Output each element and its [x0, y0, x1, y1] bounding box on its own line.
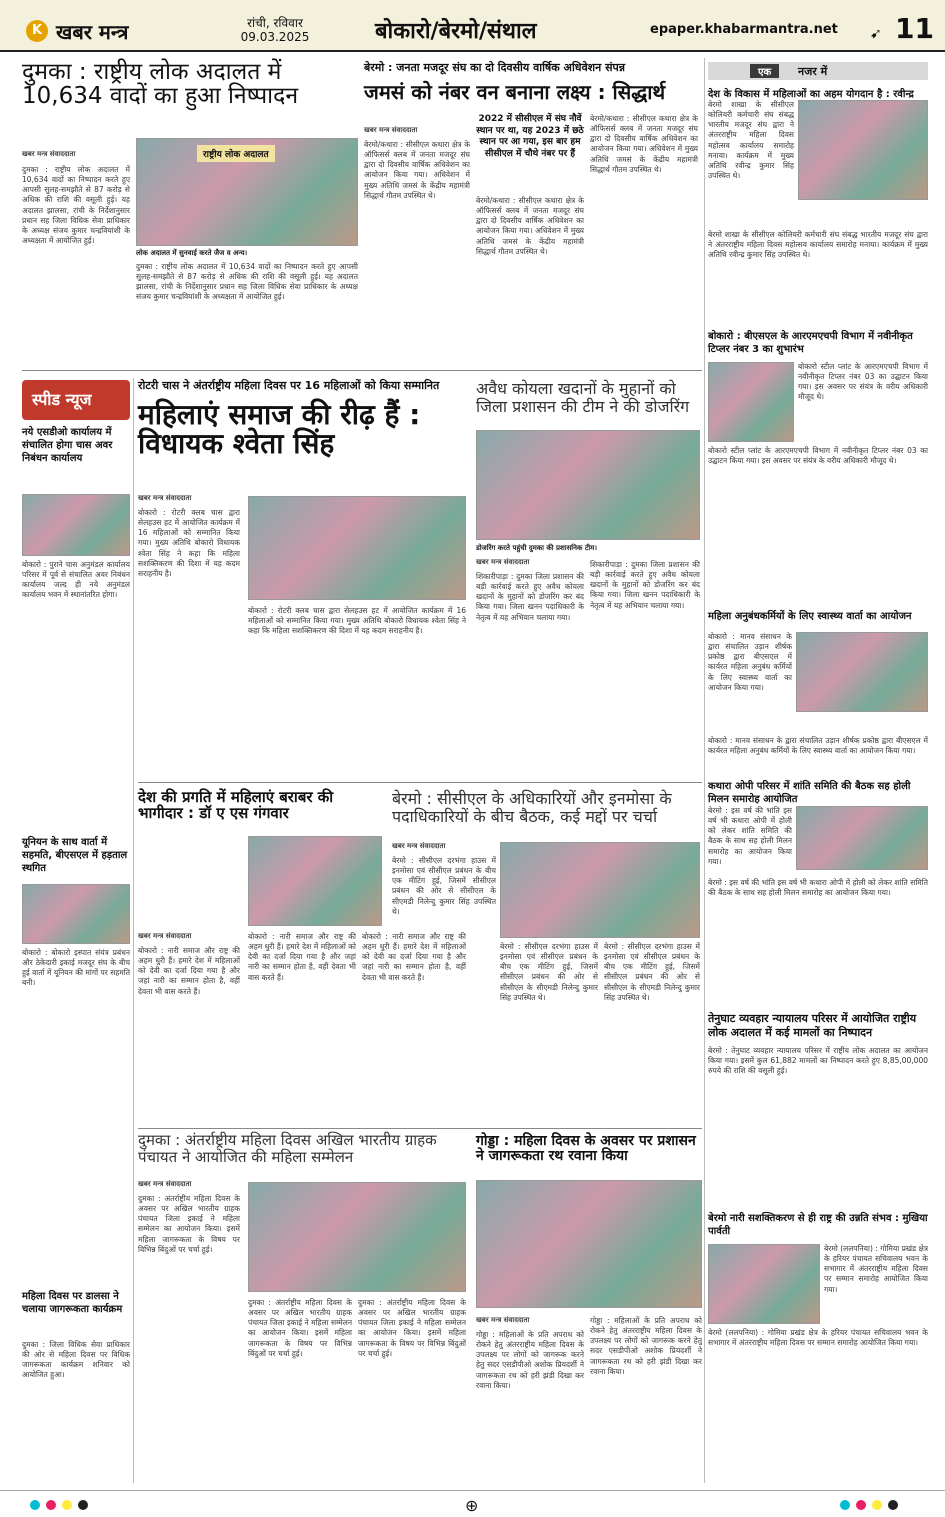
dumka-lok-adalat-headline: दुमका : राष्ट्रीय लोक अदालत में 10,634 वादों का हुआ निष्पादन [22, 59, 299, 110]
brand-name: खबर मन्त्र [56, 20, 129, 44]
tirpal-body-2: बोकारो स्टील प्लांट के आरएमएचपी विभाग में नवीनीकृत टिप्लर नंबर 03 का उद्घाटन किया गया। इस अवसर पर संयंत्र के वरीय अधिकारी मौजूद थे। [708, 446, 928, 466]
consumer-panchayat-body-3: दुमका : अंतर्राष्ट्रीय महिला दिवस के अवसर पर अखिल भारतीय ग्राहक पंचायत जिला इकाई ने महिला सम्मेलन का आयोजन किया। इसमें महिला जागरूकता के विषय पर विभिन्न बिंदुओं पर चर्चा हुई। [358, 1298, 466, 1358]
health-talk-body: बोकारो : मानव संसाधन के द्वारा संचालित उड़ान शीर्षक प्रकोष्ठ द्वारा बीएसएल में कार्यरत महिला अनुबंध कर्मियों के लिए स्वास्थ्य वार्ता का आयोजन किया गया। [708, 632, 792, 692]
rotary-body: बोकारो : रोटरी क्लब चास द्वारा सेलहउस हट में आयोजित कार्यक्रम में 16 महिलाओं को सम्मानित किया गया। मुख्य अतिथि बोकारो विधायक श्वेता सिंह ने कहा कि महिला सशक्तिकरण की दिशा में यह कदम सराहनीय है। [138, 508, 240, 578]
ek-nazar-body-2: बेरमो शाखा के सीसीएल कोलियरी कर्मचारी संघ संबद्ध भारतीय मजदूर संघ द्वारा ने अंतरराष्ट्रीय महिला दिवस महोत्सव कार्यालय समारोह मनाया। कार्यक्रम में मुख्य अतिथि रवीन्द्र कुमार सिंह उपस्थित थे। [708, 230, 928, 260]
consumer-panchayat-photo [248, 1182, 466, 1292]
section-divider [138, 1128, 702, 1129]
ek-nazar-headline: देश के विकास में महिलाओं का अहम योगदान है : रवीन्द्र [708, 89, 914, 100]
brand-logo-icon: K [26, 20, 48, 42]
illegal-mines-headline: अवैध कोयला खदानों के मुहानों को जिला प्रशासन की टीम ने की डोजरिंग [476, 379, 690, 417]
section-divider [138, 782, 702, 783]
gangwar-body-2: बोकारो : नारी समाज और राष्ट्र की अहम धुरी हैं। हमारे देश में महिलाओं को देवी का दर्जा दिया गया है और जहां नारी का सम्मान होता है, वहीं देवता भी वास करते हैं। [248, 932, 356, 982]
rotary-body-2: बोकारो : रोटरी क्लब चास द्वारा सेलहउस हट में आयोजित कार्यक्रम में 16 महिलाओं को सम्मानित किया गया। मुख्य अतिथि बोकारो विधायक श्वेता सिंह ने कहा कि महिला सशक्तिकरण की दिशा में यह कदम सराहनीय है। [248, 606, 466, 636]
illegal-mines-body-2: शिकारीपाड़ा : दुमका जिला प्रशासन की बड़ी कार्रवाई करते हुए अवैध कोयला खदानों के मुहानों को डोजरिंग कर बंद किया गया। जिला खनन पदाधिकारी के नेतृत्व में यह अभियान चलाया गया। [590, 560, 700, 610]
illegal-mines-photo [476, 430, 700, 540]
dumka-lok-adalat-body-cont: दुमका : राष्ट्रीय लोक अदालत में 10,634 वादों का निष्पादन करते हुए आपसी सुलह-समझौते से 87 करोड़ से अधिक की राशि की वसूली हुई। यह अदालत झालसा, रांची के निर्देशानुसार प्रधान सह जिला विधिक सेवा प्राधिकार के अध्यक्ष संजय कुमार चन्द्रवियांशी के अध्यक्षता में आयोजित हुई। [136, 262, 358, 302]
cursor-icon: ➹ [870, 26, 882, 42]
gangwar-body: बोकारो : नारी समाज और राष्ट्र की अहम धुरी हैं। हमारे देश में महिलाओं को देवी का दर्जा दिया गया है और जहां नारी का सम्मान होता है, वहीं देवता भी वास करते हैं। [138, 946, 240, 996]
ccl-inmosa-byline: खबर मन्त्र संवाददाता [392, 842, 446, 850]
dateline-place: रांची, रविवार [247, 16, 303, 30]
section-divider [22, 370, 702, 371]
speed-news-item1-body: बोकारो : पुराने चास अनुमंडल कार्यालय परिसर में पूर्व से संचालित अवर निबंधन कार्यालय जल्द ही नये अनुमंडल कार्यालय भवन में स्थानांतरित होगा। [22, 560, 130, 600]
registration-dot [62, 1500, 72, 1510]
gangwar-photo [248, 836, 382, 926]
tirpal-photo [708, 362, 794, 442]
tenughat-body: बेरमो : तेनुघाट व्यवहार न्यायालय परिसर में राष्ट्रीय लोक अदालत का आयोजन किया गया। इसमें कुल 61,882 मामलों का निष्पादन करते हुए 8,85,00,000 रुपये की राशि की वसूली हुई। [708, 1046, 928, 1076]
rotary-kicker: रोटरी चास ने अंतर्राष्ट्रीय महिला दिवस पर 16 महिलाओं को किया सम्मानित [138, 379, 440, 392]
page-header [0, 0, 945, 52]
speed-news-item2-photo [22, 884, 130, 944]
tenughat-headline: तेनुघाट व्यवहार न्यायालय परिसर में आयोजित राष्ट्रीय लोक अदालत में कई मामलों का निष्पादन [708, 1012, 917, 1040]
page-number: 11 [895, 12, 934, 45]
peace-committee-body: बेरमो : इस वर्ष की भांति इस वर्ष भी कथारा ओपी में होली को लेकर शांति समिति की बैठक के साथ सह होली मिलन समारोह का आयोजन किया गया। [708, 806, 792, 866]
health-talk-body-2: बोकारो : मानव संसाधन के द्वारा संचालित उड़ान शीर्षक प्रकोष्ठ द्वारा बीएसएल में कार्यरत महिला अनुबंध कर्मियों के लिए स्वास्थ्य वार्ता का आयोजन किया गया। [708, 736, 928, 756]
peace-committee-body-2: बेरमो : इस वर्ष की भांति इस वर्ष भी कथारा ओपी में होली को लेकर शांति समिति की बैठक के साथ सह होली मिलन समारोह का आयोजन किया गया। [708, 878, 928, 898]
bermo-jmu-body-3: बेरमो/कथारा : सीसीएल कथारा क्षेत्र के ऑफिसर्स क्लब में जनता मजदूर संघ द्वारा दो दिवसीय वार्षिक अधिवेशन का आयोजन किया गया। अधिवेशन में मुख्य अतिथि जमसं के केंद्रीय महामंत्री सिद्धार्थ गौतम उपस्थित थे। [590, 114, 698, 174]
consumer-panchayat-body: दुमका : अंतर्राष्ट्रीय महिला दिवस के अवसर पर अखिल भारतीय ग्राहक पंचायत जिला इकाई ने महिला सम्मेलन का आयोजन किया। इसमें महिला जागरूकता के विषय पर विभिन्न बिंदुओं पर चर्चा हुई। [138, 1194, 240, 1254]
peace-committee-photo [796, 806, 928, 870]
speed-news-item2-title: यूनियन के साथ वार्ता में सहमति, बीएसएल में हड़ताल स्थगित [22, 837, 128, 874]
women-empower-photo [708, 1244, 820, 1324]
nazar-label: नजर में [798, 65, 828, 78]
registration-dot [46, 1500, 56, 1510]
gangwar-byline: खबर मन्त्र संवाददाता [138, 932, 192, 940]
ccl-inmosa-body-3: बेरमो : सीसीएल दरभंगा हाउस में इनमोसा एवं सीसीएल प्रबंधन के बीच एक मीटिंग हुई, जिसमें सीसीएल प्रबंधन की ओर से सीसीएल के सीएमडी निलेन्दु कुमार सिंह उपस्थित थे। [604, 942, 700, 1002]
bermo-jmu-kicker: बेरमो : जनता मजदूर संघ का दो दिवसीय वार्षिक अधिवेशन संपन्न [364, 61, 626, 74]
godda-body: गोड्डा : महिलाओं के प्रति अपराध को रोकने हेतु अंतरराष्ट्रीय महिला दिवस के उपलक्ष्य पर लोगों को जागरूक करने हेतु सदर एसडीपीओ अशोक प्रियदर्शी ने जागरूकता रथ को हरी झंडी दिखा कर रवाना किया। [476, 1330, 584, 1390]
illegal-mines-caption: डोजरिंग करते पहुंची दुमका की प्रशासनिक टीम। [476, 544, 597, 552]
ek-label: एक [750, 64, 779, 78]
speed-news-item3-title: महिला दिवस पर डालसा ने चलाया जागरूकता कार्यक्रम [22, 1291, 123, 1315]
dumka-lok-adalat-body: दुमका : राष्ट्रीय लोक अदालत में 10,634 वादों का निष्पादन करते हुए आपसी सुलह-समझौते से 87 करोड़ से अधिक की राशि की वसूली हुई। यह अदालत झालसा, रांची के निर्देशानुसार प्रधान सह जिला विधिक सेवा प्राधिकार के अध्यक्ष संजय कुमार चन्द्रवियांशी के अध्यक्षता में आयोजित हुई। [22, 165, 130, 245]
ek-nazar-bar [708, 62, 928, 80]
section-title: बोकारो/बेरमो/संथाल [375, 19, 537, 44]
bermo-jmu-pullquote: 2022 में सीसीएल में संघ नौवें स्थान पर था, यह 2023 में छठे स्थान पर आ गया, इस बार हम सीसीएल में चौथे नंबर पर हैं [476, 114, 584, 160]
speed-news-badge [22, 380, 130, 420]
speed-news-item2-body: बोकारो : बोकारो इस्पात संयंत्र प्रबंधन और ठेकेदारी इकाई मजदूर संघ के बीच हुई वार्ता में यूनियन की मांगों पर सहमति बनी। [22, 948, 130, 988]
dateline-date: 09.03.2025 [240, 30, 310, 44]
godda-body-2: गोड्डा : महिलाओं के प्रति अपराध को रोकने हेतु अंतरराष्ट्रीय महिला दिवस के उपलक्ष्य पर लोगों को जागरूक करने हेतु सदर एसडीपीओ अशोक प्रियदर्शी ने जागरूकता रथ को हरी झंडी दिखा कर रवाना किया। [590, 1316, 702, 1376]
speed-news-item1-photo [22, 494, 130, 556]
illegal-mines-byline: खबर मन्त्र संवाददाता [476, 558, 530, 566]
peace-committee-headline: कथारा ओपी परिसर में शांति समिति की बैठक सह होली मिलन समारोह आयोजित [708, 781, 911, 805]
registration-dot [78, 1500, 88, 1510]
bermo-jmu-body-2: बेरमो/कथारा : सीसीएल कथारा क्षेत्र के ऑफिसर्स क्लब में जनता मजदूर संघ द्वारा दो दिवसीय वार्षिक अधिवेशन का आयोजन किया गया। अधिवेशन में मुख्य अतिथि जमसं के केंद्रीय महामंत्री सिद्धार्थ गौतम उपस्थित थे। [476, 196, 584, 256]
gangwar-body-3: बोकारो : नारी समाज और राष्ट्र की अहम धुरी हैं। हमारे देश में महिलाओं को देवी का दर्जा दिया गया है और जहां नारी का सम्मान होता है, वहीं देवता भी वास करते हैं। [362, 932, 466, 982]
ek-nazar-body: बेरमो शाखा के सीसीएल कोलियरी कर्मचारी संघ संबद्ध भारतीय मजदूर संघ द्वारा ने अंतरराष्ट्रीय महिला दिवस महोत्सव कार्यालय समारोह मनाया। कार्यक्रम में मुख्य अतिथि रवीन्द्र कुमार सिंह उपस्थित थे। [708, 100, 794, 180]
illegal-mines-body: शिकारीपाड़ा : दुमका जिला प्रशासन की बड़ी कार्रवाई करते हुए अवैध कोयला खदानों के मुहानों को डोजरिंग कर बंद किया गया। जिला खनन पदाधिकारी के नेतृत्व में यह अभियान चलाया गया। [476, 572, 584, 622]
speed-news-item3-body: दुमका : जिला विधिक सेवा प्राधिकार की ओर से महिला दिवस पर विधिक जागरूकता कार्यक्रम शनिवार को आयोजित हुआ। [22, 1340, 130, 1380]
godda-headline: गोड्डा : महिला दिवस के अवसर पर प्रशासन ने जागरूकता रथ रवाना किया [476, 1133, 696, 1164]
ccl-inmosa-body: बेरमो : सीसीएल दरभंगा हाउस में इनमोसा एवं सीसीएल प्रबंधन के बीच एक मीटिंग हुई, जिसमें सीसीएल प्रबंधन की ओर से सीसीएल के सीएमडी निलेन्दु कुमार सिंह उपस्थित थे। [392, 856, 496, 916]
ccl-inmosa-body-2: बेरमो : सीसीएल दरभंगा हाउस में इनमोसा एवं सीसीएल प्रबंधन के बीच एक मीटिंग हुई, जिसमें सीसीएल प्रबंधन की ओर से सीसीएल के सीएमडी निलेन्दु कुमार सिंह उपस्थित थे। [500, 942, 598, 1002]
godda-byline: खबर मन्त्र संवाददाता [476, 1316, 530, 1324]
registration-dot [872, 1500, 882, 1510]
registration-dot [30, 1500, 40, 1510]
lok-adalat-photo-caption: लोक अदालत में सुनवाई करते जैज व अन्य। [136, 249, 248, 257]
speed-news-item1-title: नये एसडीओ कार्यालय में संचालित होगा चास अवर निबंधन कार्यालय [22, 427, 113, 464]
consumer-panchayat-headline: दुमका : अंतर्राष्ट्रीय महिला दिवस अखिल भारतीय ग्राहक पंचायत ने आयोजित की महिला सम्मेलन [138, 1131, 437, 1167]
ek-nazar-photo [798, 100, 928, 200]
column-divider [133, 378, 134, 1483]
lok-adalat-banner: राष्ट्रीय लोक अदालत [197, 145, 275, 162]
consumer-panchayat-byline: खबर मन्त्र संवाददाता [138, 1180, 192, 1188]
registration-dot [856, 1500, 866, 1510]
bermo-jmu-headline: जमसं को नंबर वन बनाना लक्ष्य : सिद्धार्थ [364, 80, 666, 104]
rotary-byline: खबर मन्त्र संवाददाता [138, 494, 192, 502]
rotary-photo [248, 496, 466, 600]
tirpal-body: बोकारो स्टील प्लांट के आरएमएचपी विभाग में नवीनीकृत टिप्लर नंबर 03 का उद्घाटन किया गया। इस अवसर पर संयंत्र के वरीय अधिकारी मौजूद थे। [798, 362, 928, 402]
dumka-lok-adalat-byline: खबर मन्त्र संवाददाता [22, 150, 76, 158]
registration-dot [888, 1500, 898, 1510]
women-empower-headline: बेरमो नारी सशक्तिकरण से ही राष्ट्र की उन्नति संभव : मुखिया पार्वती [708, 1213, 928, 1237]
bermo-jmu-byline: खबर मन्त्र संवाददाता [364, 126, 418, 134]
website-link[interactable]: epaper.khabarmantra.net [650, 22, 838, 37]
health-talk-headline: महिला अनुबंधकर्मियों के लिए स्वास्थ्य वार्ता का आयोजन [708, 611, 912, 622]
women-empower-body: बेरमो (ललपनिया) : गोमिया प्रखंड क्षेत्र के हरियर पंचायत सचिवालय भवन के सभागार में अंतरराष्ट्रीय महिला दिवस पर सम्मान समारोह आयोजित किया गया। [824, 1244, 928, 1294]
gangwar-headline: देश की प्रगति में महिलाएं बराबर की भागीदार : डॉ ए एस गंगवार [138, 788, 334, 822]
ccl-inmosa-photo [500, 842, 700, 938]
registration-dot [840, 1500, 850, 1510]
consumer-panchayat-body-2: दुमका : अंतर्राष्ट्रीय महिला दिवस के अवसर पर अखिल भारतीय ग्राहक पंचायत जिला इकाई ने महिला सम्मेलन का आयोजन किया। इसमें महिला जागरूकता के विषय पर विभिन्न बिंदुओं पर चर्चा हुई। [248, 1298, 352, 1358]
ccl-inmosa-headline: बेरमो : सीसीएल के अधिकारियों और इनमोसा के पदाधिकारियों के बीच बैठक, कई मद्दों पर चर्चा [392, 789, 672, 827]
bermo-jmu-body: बेरमो/कथारा : सीसीएल कथारा क्षेत्र के ऑफिसर्स क्लब में जनता मजदूर संघ द्वारा दो दिवसीय वार्षिक अधिवेशन का आयोजन किया गया। अधिवेशन में मुख्य अतिथि जमसं के केंद्रीय महामंत्री सिद्धार्थ गौतम उपस्थित थे। [364, 140, 470, 200]
speed-news-badge-text: स्पीड न्यूज [32, 390, 92, 409]
lok-adalat-photo [136, 138, 358, 246]
column-divider [704, 58, 705, 1483]
crosshair-icon: ⊕ [465, 1496, 479, 1515]
rotary-headline: महिलाएं समाज की रीढ़ हैं : विधायक श्वेता सिंह [138, 398, 421, 461]
godda-photo [476, 1180, 702, 1308]
health-talk-photo [796, 632, 928, 712]
women-empower-body-2: बेरमो (ललपनिया) : गोमिया प्रखंड क्षेत्र के हरियर पंचायत सचिवालय भवन के सभागार में अंतरराष्ट्रीय महिला दिवस पर सम्मान समारोह आयोजित किया गया। [708, 1328, 928, 1348]
tirpal-headline: बोकारो : बीएसएल के आरएमएचपी विभाग में नवीनीकृत टिप्लर नंबर 3 का शुभारंभ [708, 331, 913, 355]
